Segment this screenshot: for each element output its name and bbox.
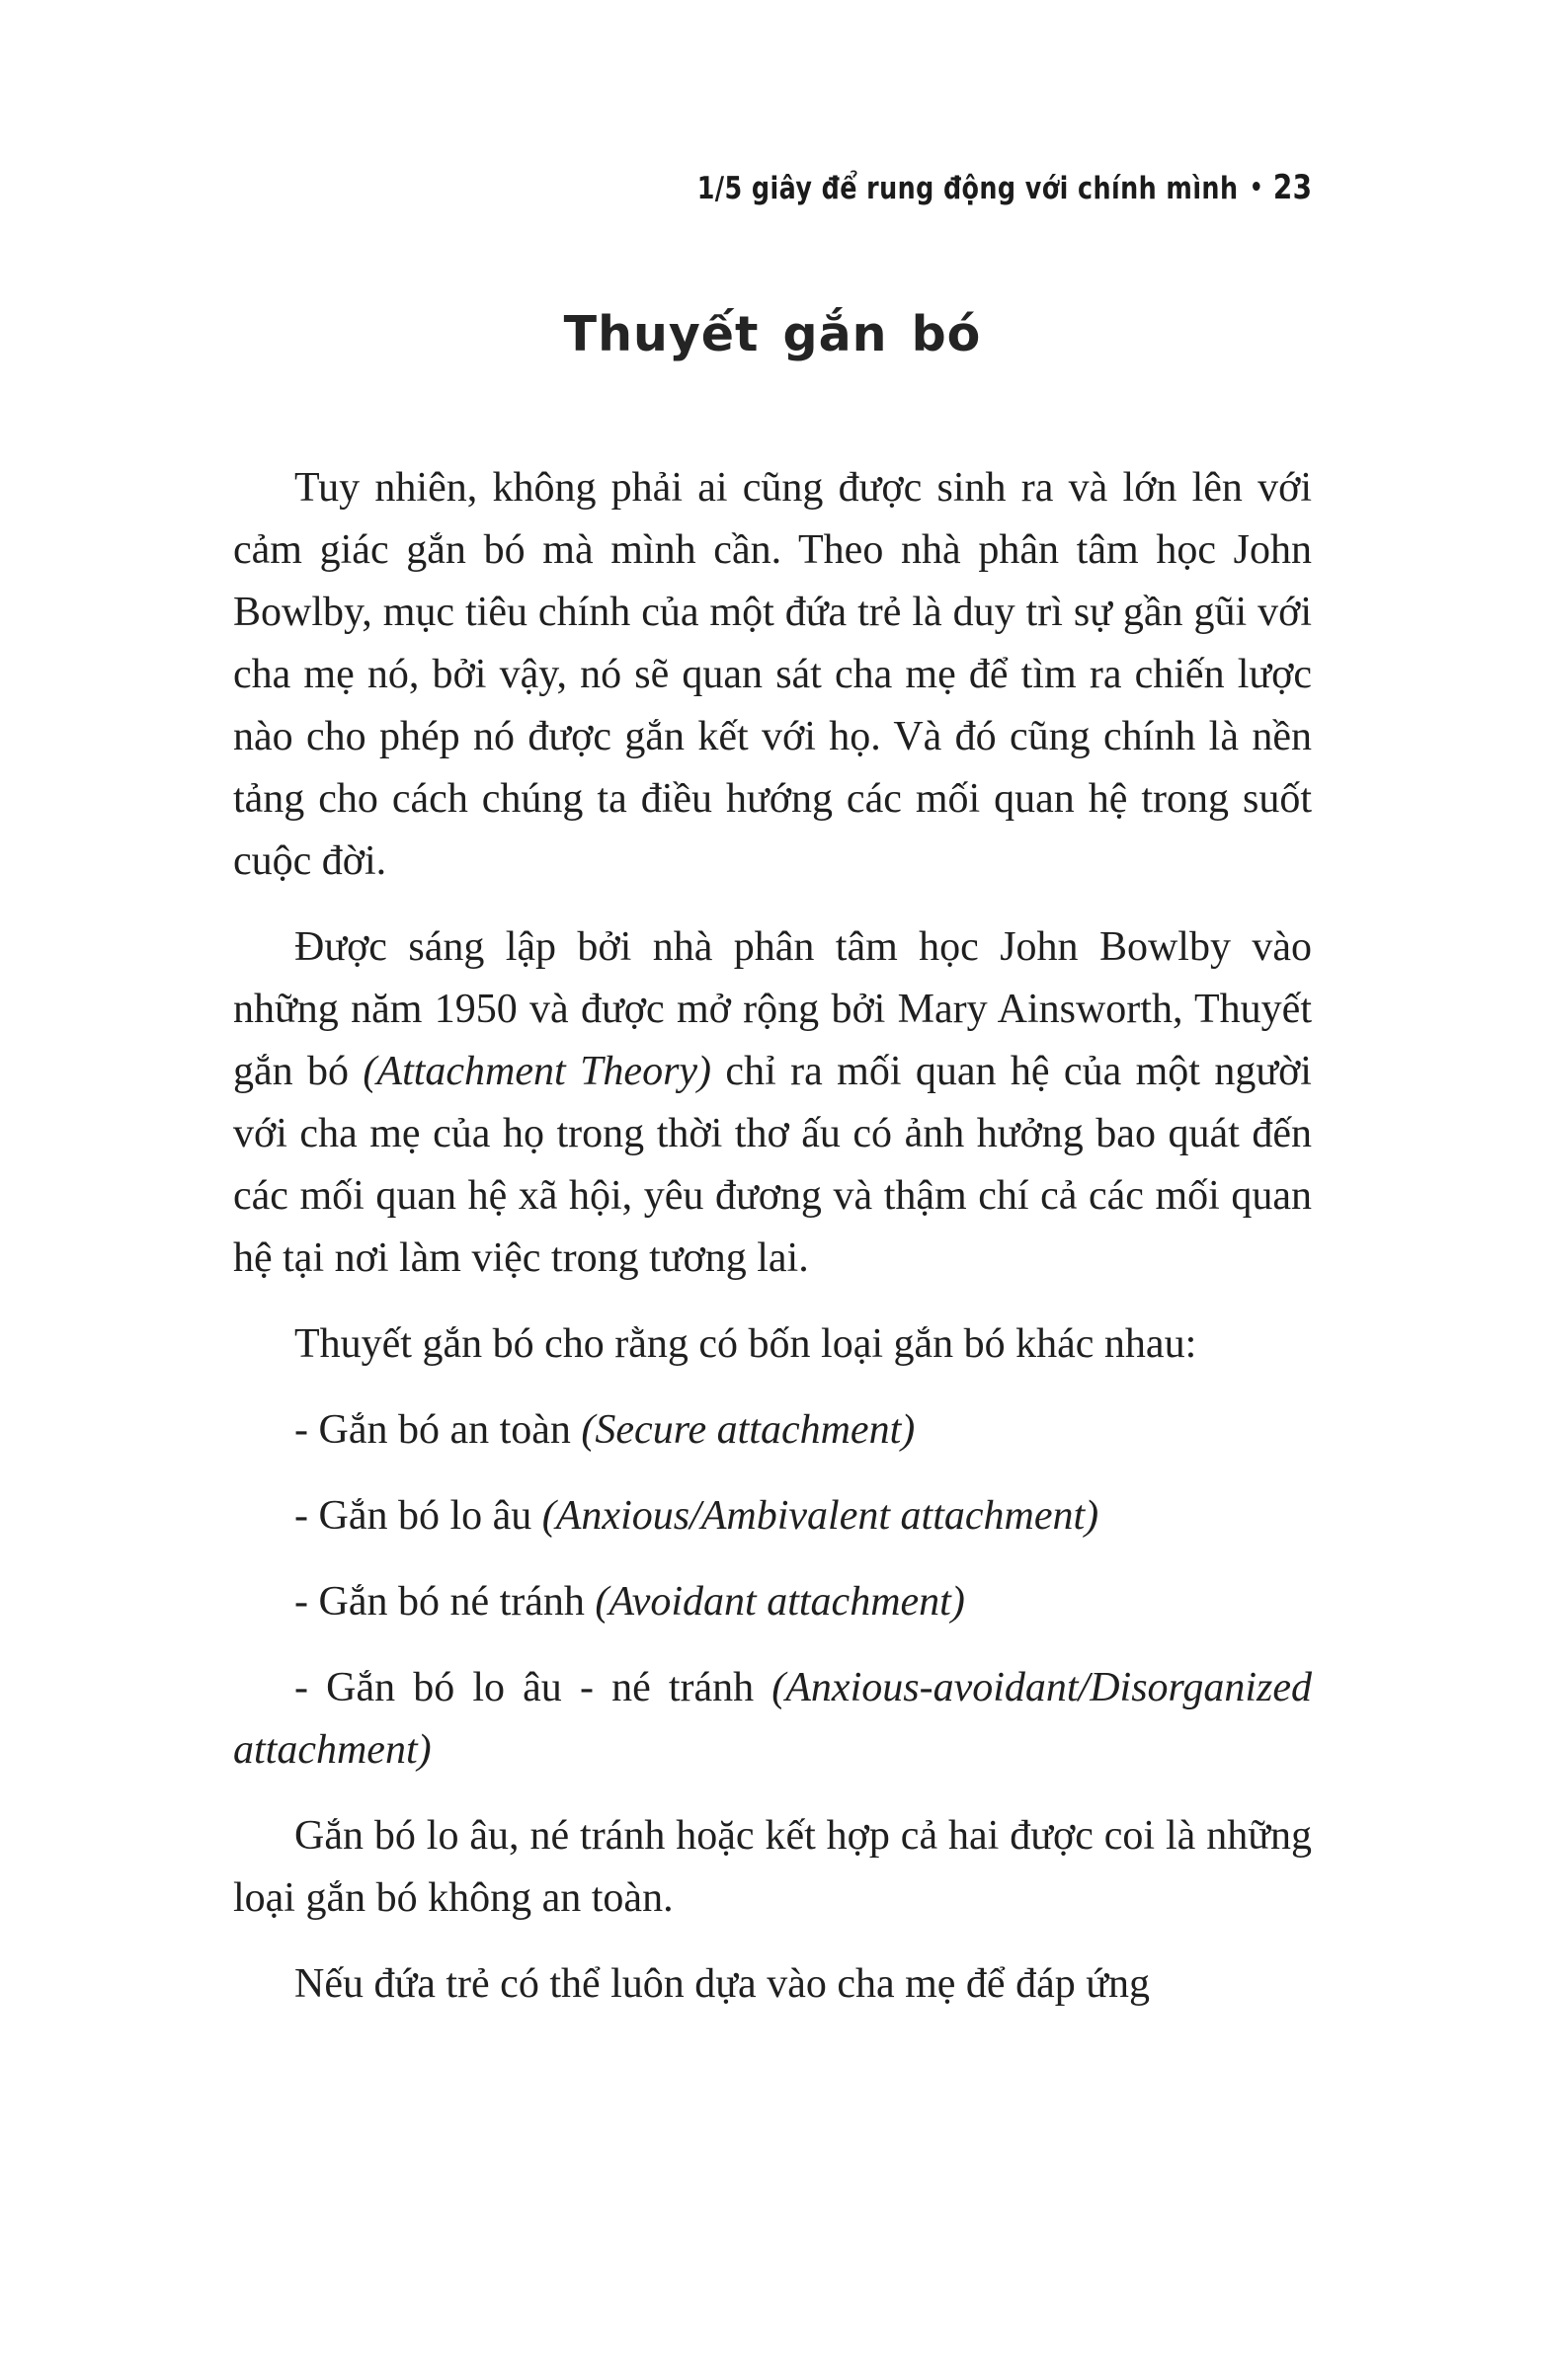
text-run: - Gắn bó né tránh	[294, 1579, 596, 1625]
text-run: chỉ ra mối quan hệ của một người với cha mẹ của họ trong thời thơ ấu có ảnh hưởng bao quát đến các mối quan hệ xã hội, yêu đương và thậm chí cả các mối quan hệ tại nơi làm việc trong tương lai.	[233, 1049, 1312, 1281]
running-head-text-group	[696, 168, 1312, 207]
list-item-anxious	[233, 1485, 1312, 1547]
paragraph-4: Gắn bó lo âu, né tránh hoặc kết hợp cả hai được coi là những loại gắn bó không an toàn.	[233, 1813, 1312, 1921]
paragraph-5: Nếu đứa trẻ có thể luôn dựa vào cha mẹ để đáp ứng	[294, 1961, 1150, 2007]
list-item-anxious-avoidant	[233, 1657, 1312, 1782]
paragraph-3: Thuyết gắn bó cho rằng có bốn loại gắn bó khác nhau:	[294, 1321, 1197, 1367]
page-number: 23	[1272, 168, 1312, 207]
bullet-separator: •	[1249, 173, 1263, 202]
text-run: - Gắn bó lo âu - né tránh	[294, 1665, 772, 1710]
text-run: - Gắn bó an toàn	[294, 1407, 582, 1453]
list-item-secure	[233, 1399, 1312, 1462]
text-run: Được sáng lập bởi nhà phân tâm học John Bowlby vào những năm 1950 và được mở rộng bởi Mary Ainsworth, Thuyết gắn bó	[233, 924, 1312, 1094]
paragraph-1: Tuy nhiên, không phải ai cũng được sinh ra và lớn lên với cảm giác gắn bó mà mình cần. Theo nhà phân tâm học John Bowlby, mục tiêu chính của một đứa trẻ là duy trì sự gần gũi với cha mẹ nó, bởi vậy, nó sẽ quan sát cha mẹ để tìm ra chiến lược nào cho phép nó được gắn kết với họ. Và đó cũng chính là nền tảng cho cách chúng ta điều hướng các mối quan hệ trong suốt cuộc đời.	[233, 465, 1312, 884]
running-head	[233, 168, 1312, 207]
text-run: - Gắn bó lo âu	[294, 1493, 542, 1539]
italic-run: (Attachment Theory)	[363, 1049, 712, 1094]
chapter-title: Thuyết gắn bó	[563, 306, 982, 362]
body-text	[233, 457, 1312, 2016]
italic-run: (Secure attachment)	[581, 1407, 916, 1453]
running-head-title: 1/5 giây để rung động với chính mình	[696, 171, 1239, 206]
italic-run: (Avoidant attachment)	[595, 1579, 965, 1625]
italic-run: (Anxious/Ambivalent attachment)	[541, 1493, 1099, 1539]
list-item-avoidant	[233, 1571, 1312, 1633]
italic-run: (Anxious-avoidant/Disorganized attachment)	[233, 1665, 1312, 1773]
paragraph-2	[233, 916, 1312, 1290]
